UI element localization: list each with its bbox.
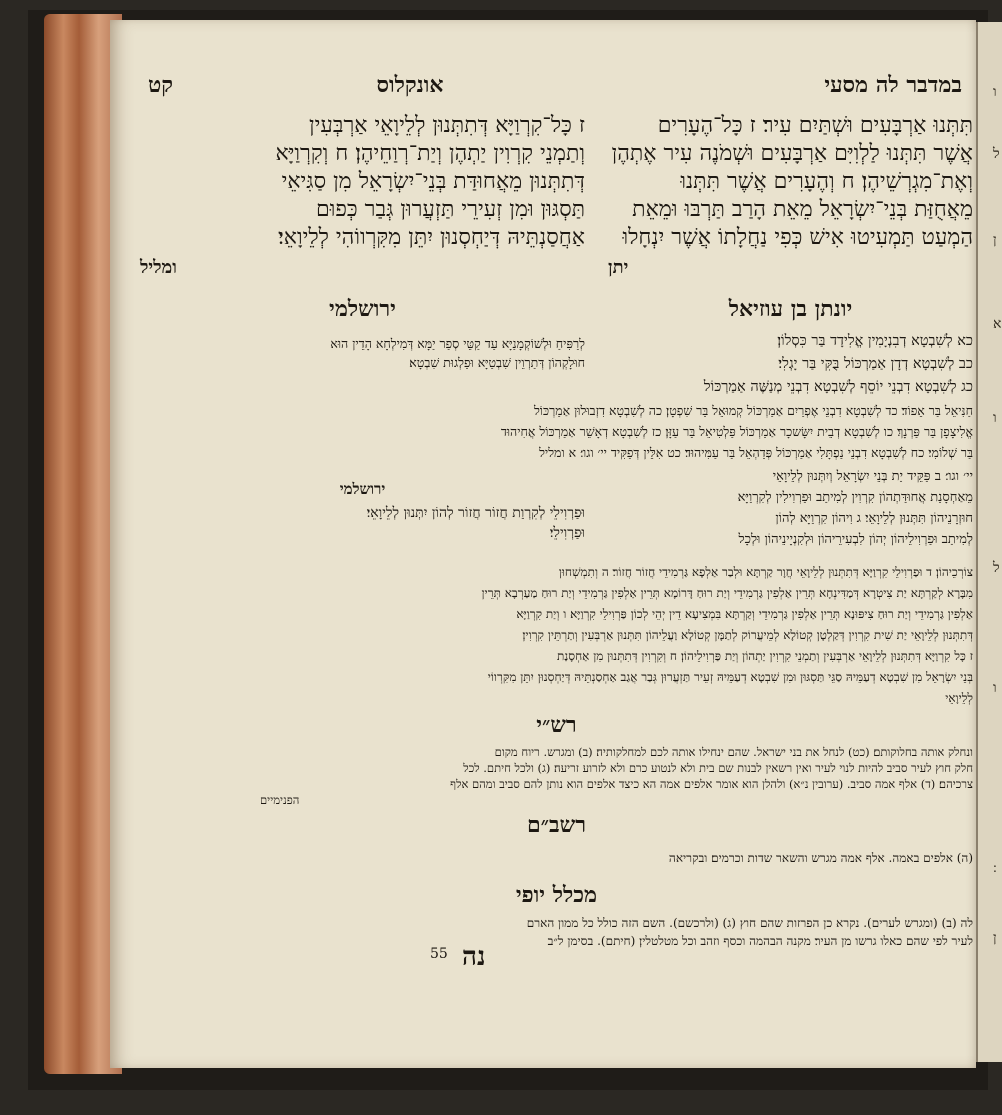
next-page-mark: ו	[993, 680, 997, 696]
next-page-mark: ו	[993, 410, 997, 426]
next-page-mark: ו	[993, 84, 997, 100]
rashbam-text: (ה) אלפים באמה. אלף אמה מגרש והשאר שדות וכרמים׃ ובקריאה	[668, 851, 973, 865]
folio-number: 55	[430, 946, 448, 962]
mikhlal-line: לעיר לפי שהם כאלו גרשו מן העיר׃ מקנה הבהמה וכסף וזהב וכל מטלטלין׃ (חיתם). בסימן ל״ב	[547, 934, 973, 948]
onkelos-catchword: ומליל	[140, 257, 177, 278]
yonatan-line: בְּנֵי יִשְׂרָאֵל מִן שִׁבְטָא דְעַמֵּיהּ סַגֵּי תַּסְגּוּן וּמִן שִׁבְטָא דְעַמֵּיהּ זְעֵיר תַּזְעֲרוּן גְּבַר אֲגַב אַחְסַנְתֵּיהּ דְּיַחְסְנוּן יִתֵּן מִקִּרְווֹי	[487, 670, 973, 684]
mikhlal-line: לה (ב) (ומגרש לערים). נקרא כן הפרזות שהם חוץ (ג) (ולרכשם). השם הזה כולל כל ממון הארם	[526, 916, 973, 930]
yonatan-opening	[608, 330, 973, 399]
yonatan-line: צוֹרְכֵיהוֹן׃ ד וּפַרְוִילֵי קִרְוַיָּא דְּתִתְּנוּן לְלֵיוָאֵי חֲוָר קַרְתָּא וּלְבַר אַלְפָא גַּרְמִידֵי חֲזוֹר חֲזוֹר׃ ה וְתִמְשְׁחוּן	[558, 565, 973, 579]
yonatan-right-narrow	[608, 466, 973, 550]
signature-mark: נה	[462, 942, 486, 972]
rashbam-title: רשב״ם	[526, 812, 587, 838]
next-page-mark: ל	[993, 146, 1000, 162]
mikhlal-yofi-text	[140, 914, 973, 950]
torah-line: וְאֶת־מִגְרְשֵׁיהֶן׃ ח וְהֶעָרִים אֲשֶׁר תִּתְּנוּ	[680, 169, 973, 194]
yerushalmi-mid	[140, 503, 585, 543]
yonatan-line: חוּזְרָנֵיהוֹן תִּתְּנוּן לְלֵיוָאֵי׃ ג וִיהוֹן קִרְוַיָּא לְהוֹן	[775, 511, 973, 526]
yonatan-line: יי׳ וגו׳׃ ב פַּקֵּיד יַת בְּנֵי יִשְׂרָאֵל וְיִתְּנוּן לְלֵיוָאֵי	[772, 469, 973, 484]
rashi-title: רש״י	[536, 712, 577, 738]
yonatan-full-width	[140, 400, 973, 463]
yerushalmi-opening	[140, 334, 585, 372]
yonatan-line: כג לְשִׁבְטָא דִבְנֵי יוֹסֵף לְשִׁבְטָא דִבְנֵי מְנַשֶּׁה אַמַרְכּוֹל	[703, 379, 973, 395]
onkelos-line: אַחֲסַנְתֵּיהּ דְּיַחְסְנוּן יִתֵּן מִקִּרְווֹהִי לְלֵיוָאֵי׃	[277, 225, 585, 250]
onkelos-line: תַּסְגּוּן וּמִן זְעִירֵי תַּזְעֲרוּן גְּבַר כְּפוּם	[316, 197, 585, 222]
rashi-line: הפנימיים	[260, 793, 300, 807]
rashi-line: ונחלק אותה בחלוקותם׃ (כט) לנחל את בני ישראל. שהם ינחילו אותה לכם למחלקותיה׃ (ב) ומגרש. ריוח מקום	[494, 745, 973, 759]
torah-line: מֵאֲחֻזַּת בְּנֵי־יִשְׂרָאֵל מֵאֵת הָרַב תַּרְבּוּ וּמֵאֵת	[632, 197, 973, 222]
page-number-hebrew: קט	[148, 72, 174, 98]
onkelos-line: דְּתִתְּנוּן מֵאֲחוּדַּת בְּנֵי־יִשְׂרָאֵל מִן סַגִּיאֵי	[281, 169, 585, 194]
next-page-mark: ל	[993, 560, 1000, 576]
yonatan-line: מֵאַחְסָנַת אֲחוּדַּתְהוֹן קִרְוִין לְמִיתַב וּפַרְוִילִין לְקִרְוַיָּא	[737, 490, 973, 505]
yonatan-line: לְמִיתַב וּפַרְוִילֵיהוֹן יְהוֹן לִבְעִירֵיהוֹן וּלְקִנְיָינֵיהוֹן וּלְכָל	[738, 532, 973, 547]
next-page-mark: ן	[993, 930, 997, 946]
next-page-mark: ן	[993, 232, 997, 248]
onkelos-column	[140, 112, 585, 282]
yerushalmi-line: וּפַרְוִילֵי׃	[549, 525, 585, 541]
yerushalmi-line: לְרַפִּיחַ וּלְשׁוֹקְמָנַיָּא עַד קַטֵּי סְפַר יַמָּא דְּמִילְחָא הָדֵין הוּא	[330, 336, 585, 351]
yonatan-title: יונתן בן עוזיאל	[728, 296, 853, 322]
yonatan-line: מִבָּרָא לְקַרְתָּא יַת צִיטְרָא דְּמַדִּינְחָא תְּרֵין אַלְפִין גַּרְמִידֵי וְיַת רוּחַ דָּרוֹמָא תְּרֵין אַלְפִין גַּרְמִידֵי וְיַת רוּחַ מַעַרְבָא תְּרֵין	[481, 586, 973, 600]
rashi-line: צרכיהם׃ (ד) אלף אמה סביב. (ערובין נ״א) ולהלן הוא אומר אלפים אמה הא כיצד אלפים הוא נותן להם סביב ומהם אלף	[450, 777, 973, 791]
yonatan-full-width-2	[140, 562, 973, 709]
yonatan-line: דְּתִתְּנוּן לְלֵיוָאֵי יַת שִׁית קִרְוִין דְּקַלְטָן קְטוֹלָא לְמֵיעֲרוֹק לְתַמָּן קְטוֹלָא וַעֲלֵיהוֹן תִּתְּנוּן אַרְבְּעִין וְתַרְתֵּין קִרְוִין׃	[522, 628, 973, 642]
torah-line: תִּתְּנוּ אַרְבָּעִים וּשְׁתַּיִם עִיר׃ ז כָּל־הֶעָרִים	[657, 113, 973, 138]
torah-catchword: יתן	[608, 257, 629, 278]
onkelos-line: וְתַמְנֵי קִרְוִין יַתְהֶן וְיַת־רְוַחֵיהֶן׃ ח וְקִרְוַיָּא	[275, 141, 585, 166]
mikhlal-yofi-title: מכלל יופי	[515, 882, 598, 908]
yonatan-line: אֱלִיצָפָן בַּר פַּרְנָךְ׃ כו לְשִׁבְטָא דְבֵית יִשָּׂשכָר אַמַרְכּוֹל פַּלְטִיאֵל בַּר עַזָּן׃ כז לְשִׁבְטָא דְאָשֵׁר אַמַרְכּוֹל אֲחִיהוּד	[500, 424, 973, 439]
yerushalmi-line: חוּלָקְהוֹן דְּתַרְוֵין שִׁבְטַיָּא וּפַלְגוּת שִׁבְטָא׃	[409, 355, 585, 370]
yonatan-line: כב לְשִׁבְטָא דְדָן אַמַרְכּוֹל בֻּקִּי בַּר יָגְלִי׃	[778, 356, 973, 372]
next-page-mark: א	[993, 316, 1002, 332]
rashi-line: חלק חוץ לעיר סביב להיות לנוי לעיר ואין רשאין לבנות שם בית ולא לנטוע כרם ולא לזרוע זריעה׃ (ג) ולכל חיתם. לכל	[463, 761, 973, 775]
yerushalmi-line: וּפַרְוִילֵי לְקִרְוַת חֲזוֹר חֲזוֹר לְהוֹן יִתְּנוּן לְלֵיוָאֵי׃	[366, 505, 585, 521]
yonatan-line: כא לְשִׁבְטָא דְבִנְיָמִין אֱלִידָד בַּר כִּסְלוֹן׃	[777, 333, 973, 349]
running-head-onkelos: אונקלוס	[376, 72, 444, 98]
torah-column	[608, 112, 973, 282]
yonatan-line: אַלְפִין גַּרְמִידֵי וְיַת רוּחַ צִיפּוּנָא תְּרֵין אַלְפִין גַּרְמִידֵי וְקַרְתָּא בִּמְצִיעָא דֵין יְהֵי לְכוֹן פַּרְוִילֵי קִרְוַיָּא׃ ו וְיַת קִרְוַיָּא	[516, 607, 973, 621]
torah-line: אֲשֶׁר תִּתְּנוּ לַלְוִיִּם אַרְבָּעִים וּשְׁמֹנֶה עִיר אֶתְהֶן	[611, 141, 973, 166]
rashi-text	[140, 744, 973, 808]
next-page-edge	[976, 22, 1002, 1062]
onkelos-line: ז כָּל־קִרְוַיָּא דְּתִתְּנוּן לְלֵיוָאֵי אַרְבְּעִין	[309, 113, 585, 138]
yonatan-line: חַנִּיאֵל בַּר אֵפוֹד׃ כד לְשִׁבְטָא דִבְנֵי אֶפְרַיִם אַמַרְכּוֹל קְמוּאֵל בַּר שִׁפְטָן׃ כה לְשִׁבְטָא דִזְבוּלוּן אַמַרְכּוֹל	[533, 403, 973, 418]
yerushalmi-title: ירושלמי	[329, 296, 396, 322]
torah-line: הַמְעַט תַּמְעִיטוּ אִישׁ כְּפִי נַחֲלָתוֹ אֲשֶׁר יִנְחָלוּ	[622, 225, 973, 250]
yonatan-line: בַּר שְׁלוֹמִי׃ כח לְשִׁבְטָא דִבְנֵי נַפְתָּלִי אַמַרְכּוֹל פְּדַהְאֵל בַּר עַמִּיהוּד׃ כט אִלֵּין דְּפַקִּיד יי׳ וגו׳׃ א ומליל	[539, 445, 973, 460]
yonatan-line: לְלֵיוָאֵי	[945, 691, 973, 705]
running-head-right: במדבר לה מסעי	[824, 72, 962, 98]
yerushalmi-mid-title: ירושלמי	[339, 480, 386, 498]
yonatan-line: ז כָּל קִרְוַיָּא דְּתִתְּנוּן לְלֵיוָאֵי אַרְבְּעִין וְתַמְנֵי קִרְוִין יַתְהוֹן וְיַת פַּרְוִילֵיהוֹן׃ ח וְקִרְוִין דְּתִתְּנוּן מִן אַחְסָנַת	[557, 649, 973, 663]
